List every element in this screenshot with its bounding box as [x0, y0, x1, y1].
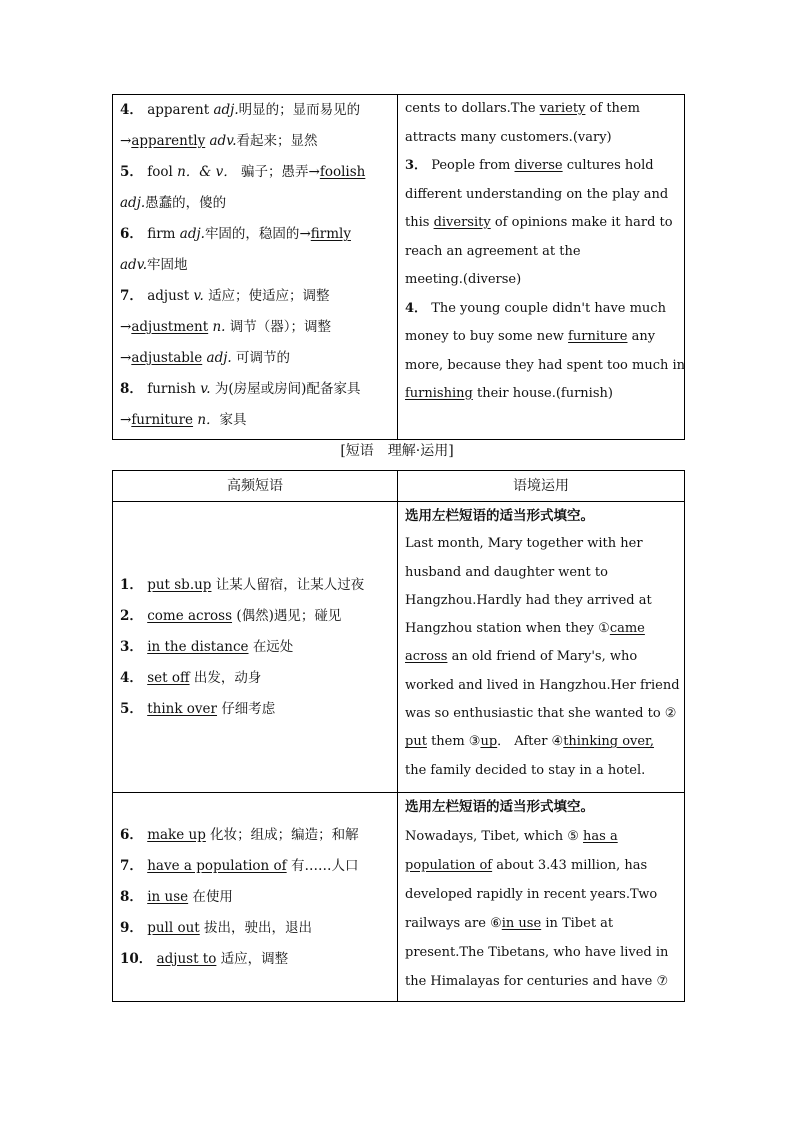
- meaning: 有……人口: [290, 857, 359, 874]
- exercise-line: [405, 124, 677, 153]
- vocab-left-content: [113, 95, 397, 436]
- passage-line: [405, 615, 677, 643]
- part-of-speech: n．& v．: [177, 164, 237, 180]
- headword: furnish: [147, 381, 196, 397]
- section-caption: [短语 理解·运用]: [340, 443, 454, 459]
- passage-line: worked and lived in Hangzhou.Her friend: [405, 677, 680, 693]
- text: different understanding on the play and: [405, 186, 669, 202]
- headword: firm: [147, 226, 176, 242]
- meaning: 在远处: [252, 638, 294, 655]
- arrow-icon: →: [120, 350, 132, 366]
- meaning: 出发，动身: [193, 669, 262, 686]
- answer-blank: population of: [405, 858, 493, 873]
- answer-blank: diversity: [433, 215, 491, 230]
- answer-blank: in use: [501, 916, 542, 931]
- vocab-item-5-derived: [120, 188, 390, 219]
- derived-word: furniture: [131, 412, 194, 428]
- text: cultures hold: [566, 158, 654, 173]
- meaning: 让某人留宿，让某人过夜: [215, 576, 365, 593]
- answer-blank: diverse: [514, 158, 563, 173]
- phrase: in the distance: [147, 638, 249, 655]
- phrase-table: [112, 470, 685, 1002]
- derived-word: firmly: [310, 226, 351, 242]
- text: Nowadays, Tibet, which ⑤: [405, 829, 579, 844]
- item-num: 3．: [405, 158, 428, 173]
- exercise-3-line: [405, 152, 677, 181]
- meaning: 骗子；愚弄: [241, 164, 309, 180]
- exercise-4-line: [405, 352, 686, 381]
- text: their house.(furnish): [476, 386, 613, 401]
- phrase: in use: [147, 888, 189, 905]
- passage-content: [398, 793, 684, 996]
- vocab-left-cell: [113, 95, 398, 440]
- answer-blank: came: [609, 621, 645, 637]
- vocab-item-8: [120, 374, 390, 405]
- meaning: 牢固地: [147, 257, 188, 273]
- text: People from: [431, 158, 511, 173]
- text: Hangzhou station when they ①: [405, 621, 610, 637]
- part-of-speech: adj.: [213, 102, 239, 118]
- phrase: have a population of: [147, 857, 287, 874]
- exercise-3-line: [405, 209, 677, 238]
- passage-line: [405, 822, 677, 851]
- passage-line: [405, 909, 677, 938]
- text: any: [631, 329, 656, 344]
- part-of-speech: n．: [197, 412, 220, 428]
- text: attracts many customers.(vary): [405, 129, 612, 145]
- phrase-item: [120, 944, 390, 975]
- text: an old friend of Mary's, who: [451, 649, 638, 665]
- phrase-item: [120, 913, 390, 944]
- meaning: 适应；使适应；调整: [208, 288, 330, 304]
- vocab-item-4-derived: [120, 126, 390, 157]
- arrow-icon: →: [120, 412, 132, 428]
- text: in Tibet at: [545, 916, 614, 931]
- meaning: 仔细考虑: [221, 700, 276, 717]
- item-num: 5．: [120, 700, 143, 717]
- answer-blank: across: [405, 649, 448, 665]
- phrase: put sb.up: [147, 576, 212, 593]
- arrow-icon: →: [308, 164, 320, 180]
- headword: fool: [147, 164, 173, 180]
- part-of-speech: n.: [212, 319, 226, 335]
- passage-line: Hangzhou.Hardly had they arrived at: [405, 592, 652, 608]
- passage-content: [398, 502, 684, 785]
- meaning: 拔出，驶出，退出: [204, 919, 313, 936]
- derived-word: adjustable: [131, 350, 203, 366]
- meaning: 在使用: [192, 888, 233, 905]
- passage-line: the family decided to stay in a hotel.: [405, 762, 646, 778]
- passage-line: [405, 643, 677, 671]
- text: The young couple didn't have much: [431, 300, 666, 316]
- item-num: 9．: [120, 919, 143, 936]
- vocab-item-7: [120, 281, 390, 312]
- text: meeting.(diverse): [405, 272, 522, 287]
- phrase-item: [120, 663, 390, 694]
- text: more, because they had spent too much in: [405, 357, 686, 373]
- arrow-icon: →: [299, 226, 311, 242]
- exercise-3-line: [405, 238, 677, 267]
- vocab-item-8-derived: [120, 405, 390, 436]
- exercise-3-line: [405, 181, 677, 210]
- passage-line: husband and daughter went to: [405, 564, 608, 580]
- answer-blank: furnishing: [405, 386, 473, 401]
- text: cents to dollars.The: [405, 101, 536, 116]
- meaning: 化妆；组成；编造；和解: [210, 826, 359, 843]
- passage-line: the Himalayas for centuries and have ⑦: [405, 974, 669, 989]
- item-num: 6．: [120, 226, 143, 242]
- passage-line: present.The Tibetans, who have lived in: [405, 945, 669, 960]
- phrase: set off: [147, 669, 190, 686]
- item-num: 10．: [120, 950, 153, 967]
- phrase: pull out: [147, 919, 200, 936]
- meaning: 愚蠢的，傻的: [145, 195, 227, 211]
- item-num: 6．: [120, 826, 143, 843]
- item-num: 8．: [120, 381, 143, 397]
- item-num: 5．: [120, 164, 143, 180]
- part-of-speech: v.: [200, 381, 211, 397]
- passage-line: [405, 851, 677, 880]
- item-num: 7．: [120, 857, 143, 874]
- text: them ③: [431, 734, 481, 750]
- text: ． After ④: [497, 734, 564, 750]
- answer-blank: thinking over,: [563, 734, 654, 750]
- item-num: 4．: [405, 300, 428, 316]
- phrase-item: [120, 694, 390, 725]
- arrow-icon: →: [120, 133, 132, 149]
- text: of them: [589, 101, 640, 116]
- arrow-icon: →: [120, 319, 132, 335]
- text: of opinions make it hard to: [494, 215, 673, 230]
- meaning: 为(房屋或房间)配备家具: [214, 381, 361, 397]
- item-num: 2．: [120, 607, 143, 624]
- phrase-list-2: [113, 793, 398, 1002]
- exercise-line: [405, 95, 677, 124]
- answer-blank: has a: [583, 829, 618, 844]
- meaning: 调节（器）；调整: [229, 319, 331, 335]
- header-high-frequency-phrases: 高频短语: [113, 471, 398, 502]
- context-passage-2: [398, 793, 685, 1002]
- item-num: 4．: [120, 102, 143, 118]
- derived-word: apparently: [131, 133, 206, 149]
- text: this: [405, 215, 430, 230]
- exercise-4-line: [405, 323, 677, 352]
- part-of-speech: adj.: [179, 226, 205, 242]
- phrase: adjust to: [156, 950, 217, 967]
- vocab-right-cell: [398, 95, 685, 440]
- part-of-speech: adv.: [209, 133, 237, 149]
- meaning: 明显的；显而易见的: [238, 102, 361, 118]
- phrase: come across: [147, 607, 233, 624]
- instruction: 选用左栏短语的适当形式填空。: [405, 799, 594, 815]
- vocab-item-4: [120, 95, 390, 126]
- phrase-item: [120, 882, 390, 913]
- derived-word: adjustment: [131, 319, 209, 335]
- meaning: 可调节的: [236, 350, 290, 366]
- exercise-4-line: [405, 295, 677, 324]
- part-of-speech: adj.: [206, 350, 232, 366]
- phrase: make up: [147, 826, 206, 843]
- item-num: 1．: [120, 576, 143, 593]
- phrase-item: [120, 632, 390, 663]
- answer-blank: put: [405, 734, 427, 750]
- header-context-usage: 语境运用: [398, 471, 685, 502]
- phrase-list-content: [113, 820, 397, 975]
- headword: apparent: [147, 102, 210, 118]
- passage-line: Last month, Mary together with her: [405, 536, 643, 552]
- vocab-item-6: [120, 219, 390, 250]
- phrase-item: [120, 820, 390, 851]
- part-of-speech: adj.: [120, 195, 146, 211]
- phrase-item: [120, 601, 390, 632]
- item-num: 3．: [120, 638, 143, 655]
- text: reach an agreement at the: [405, 243, 581, 259]
- vocab-item-5: [120, 157, 390, 188]
- text: railways are ⑥: [405, 916, 502, 931]
- context-passage-1: [398, 502, 685, 793]
- instruction: 选用左栏短语的适当形式填空。: [405, 508, 594, 524]
- answer-blank: furniture: [568, 329, 628, 344]
- headword: adjust: [147, 288, 190, 304]
- meaning: 看起来；显然: [236, 133, 318, 149]
- item-num: 8．: [120, 888, 143, 905]
- vocab-item-6-derived: [120, 250, 390, 281]
- meaning: 适应，调整: [220, 950, 289, 967]
- answer-blank: variety: [539, 101, 586, 116]
- phrase: think over: [147, 700, 218, 717]
- passage-line: [405, 728, 677, 756]
- phrase-list-1: [113, 502, 398, 793]
- vocab-table: [112, 94, 685, 440]
- meaning: (偶然)遇见；碰见: [236, 607, 342, 624]
- vocab-table-wrapper: [112, 94, 686, 440]
- phrase-table-wrapper: [112, 470, 682, 1002]
- item-num: 7．: [120, 288, 143, 304]
- passage-line: was so enthusiastic that she wanted to ②: [405, 706, 677, 722]
- text: money to buy some new: [405, 329, 564, 344]
- vocab-item-7-derived-2: [120, 343, 390, 374]
- phrase-item: [120, 851, 390, 882]
- part-of-speech: v.: [193, 288, 204, 304]
- derived-word: foolish: [319, 164, 366, 180]
- exercise-3-line: [405, 266, 677, 295]
- passage-line: developed rapidly in recent years.Two: [405, 887, 658, 902]
- phrase-list-content: [113, 570, 397, 725]
- meaning: 家具: [219, 412, 247, 428]
- item-num: 4．: [120, 669, 143, 686]
- part-of-speech: adv.: [120, 257, 148, 273]
- phrase-item: [120, 570, 390, 601]
- vocab-right-content: [398, 95, 684, 409]
- vocab-item-7-derived: [120, 312, 390, 343]
- text: about 3.43 million, has: [496, 858, 648, 873]
- exercise-4-line: [405, 380, 677, 409]
- meaning: 牢固的，稳固的: [204, 226, 300, 242]
- answer-blank: up: [480, 734, 498, 750]
